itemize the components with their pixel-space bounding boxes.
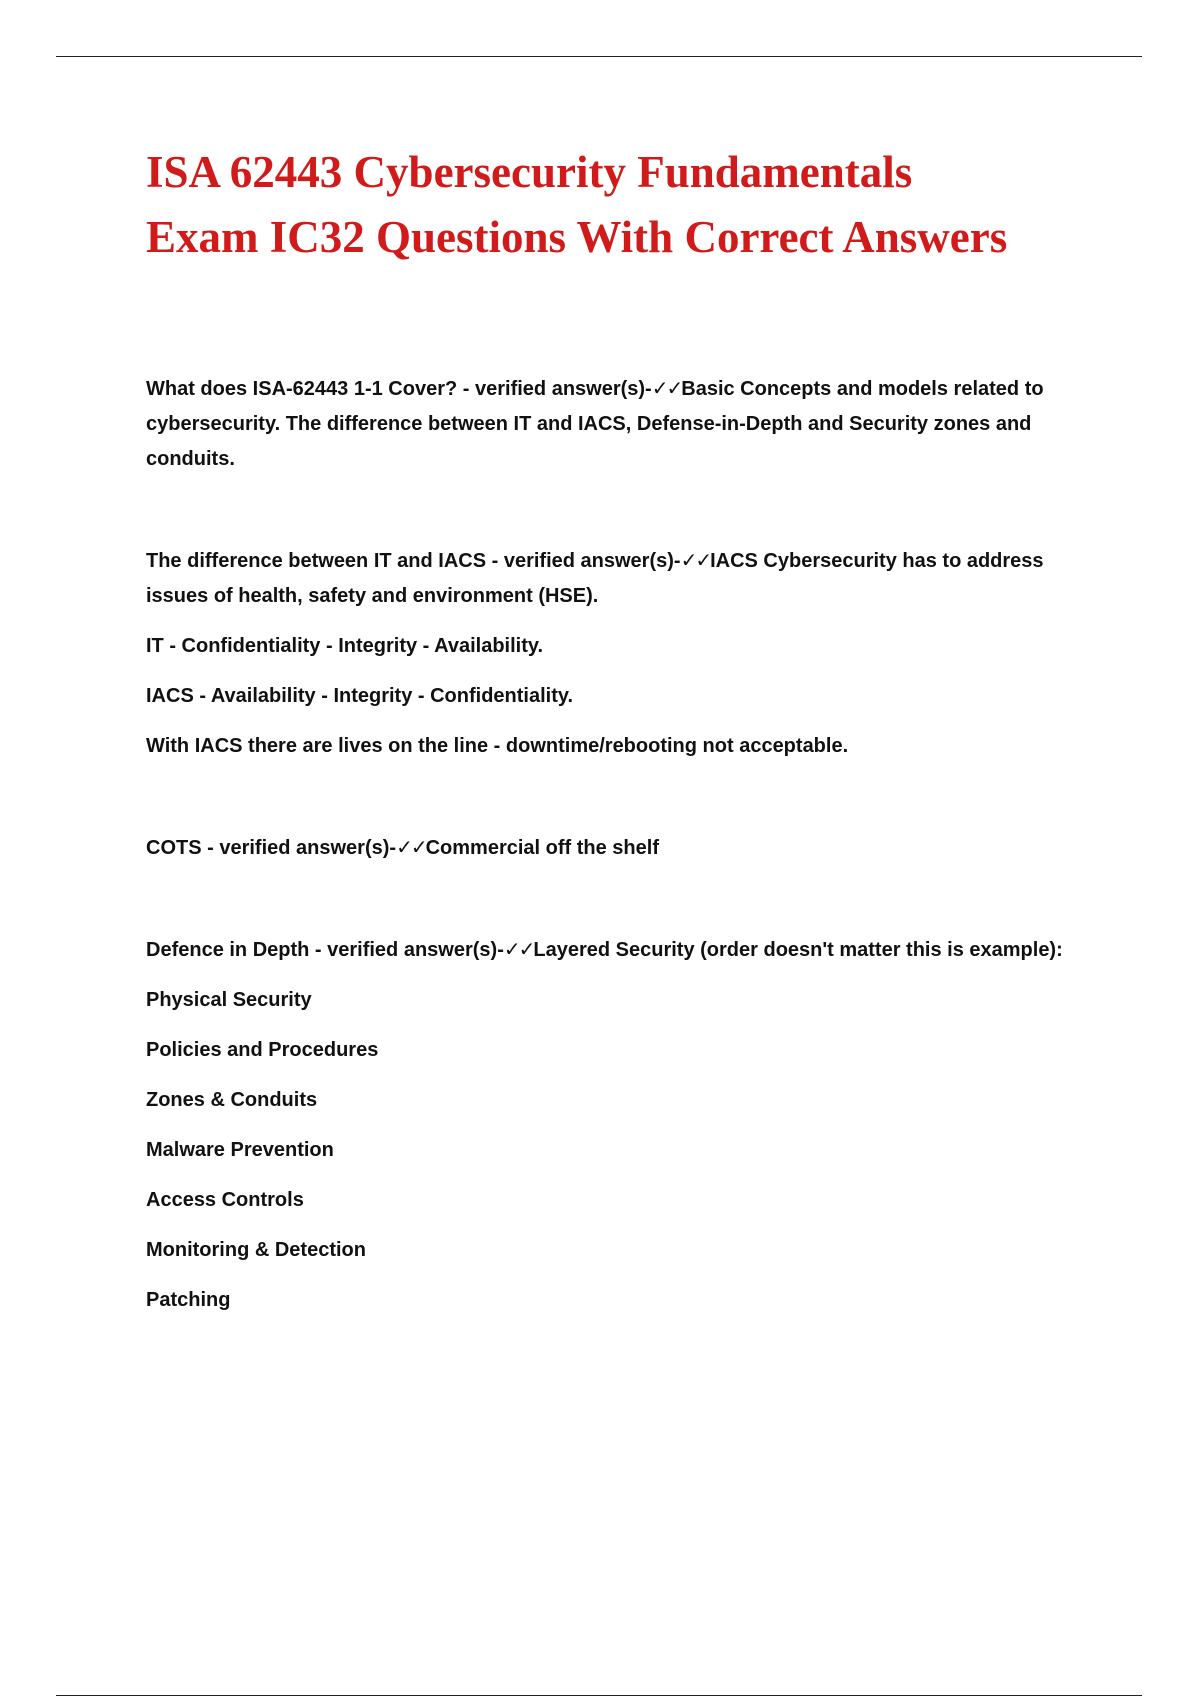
document-title	[146, 140, 1106, 270]
check-icon: ✓✓	[680, 550, 711, 572]
qa-question: The difference between IT and IACS	[146, 550, 487, 572]
qa-separator: - verified answer(s)-	[309, 939, 504, 961]
check-icon: ✓✓	[503, 939, 534, 961]
qa-question: What does ISA-62443 1-1 Cover?	[146, 378, 458, 400]
qa-item	[146, 372, 1096, 477]
qa-item	[146, 933, 1096, 1318]
check-icon: ✓✓	[396, 837, 426, 859]
qa-answer: Basic Concepts and models related to cybersecurity. The difference between IT and IACS, Defense-in-Depth and Security zones and conduits.	[146, 378, 1044, 470]
qa-paragraph	[146, 372, 1096, 477]
bottom-divider	[56, 1695, 1142, 1696]
list-item: Access Controls	[146, 1189, 304, 1211]
qa-separator: - verified answer(s)-	[457, 378, 652, 400]
qa-item	[146, 544, 1096, 764]
check-icon: ✓✓	[651, 378, 682, 400]
qa-question: COTS	[146, 837, 202, 859]
list-item: Monitoring & Detection	[146, 1239, 366, 1261]
qa-paragraph	[146, 544, 1096, 614]
list-item: Zones & Conduits	[146, 1089, 318, 1111]
qa-item	[146, 831, 1096, 866]
qa-answer: IACS Cybersecurity has to address issues of health, safety and environment (HSE).	[146, 550, 1044, 607]
qa-extra-line: IACS - Availability - Integrity - Confidentiality.	[146, 685, 574, 707]
qa-answer: Layered Security (order doesn't matter this is example):	[533, 939, 1063, 961]
document-body	[146, 372, 1096, 1318]
title-line-1: ISA 62443 Cybersecurity Fundamentals	[146, 147, 913, 197]
title-line-2: Exam IC32 Questions With Correct Answers	[146, 212, 1008, 262]
qa-paragraph	[146, 831, 1096, 866]
qa-separator: - verified answer(s)-	[201, 837, 397, 859]
top-divider	[56, 56, 1142, 57]
list-item: Patching	[146, 1289, 231, 1311]
qa-separator: - verified answer(s)-	[486, 550, 681, 572]
list-item: Malware Prevention	[146, 1139, 334, 1161]
list-item: Physical Security	[146, 989, 312, 1011]
qa-extra-line: IT - Confidentiality - Integrity - Availability.	[146, 635, 544, 657]
qa-answer: Commercial off the shelf	[425, 837, 659, 859]
qa-paragraph	[146, 933, 1096, 968]
qa-question: Defence in Depth	[146, 939, 310, 961]
list-item: Policies and Procedures	[146, 1039, 379, 1061]
qa-extra-line: With IACS there are lives on the line - downtime/rebooting not acceptable.	[146, 735, 849, 757]
